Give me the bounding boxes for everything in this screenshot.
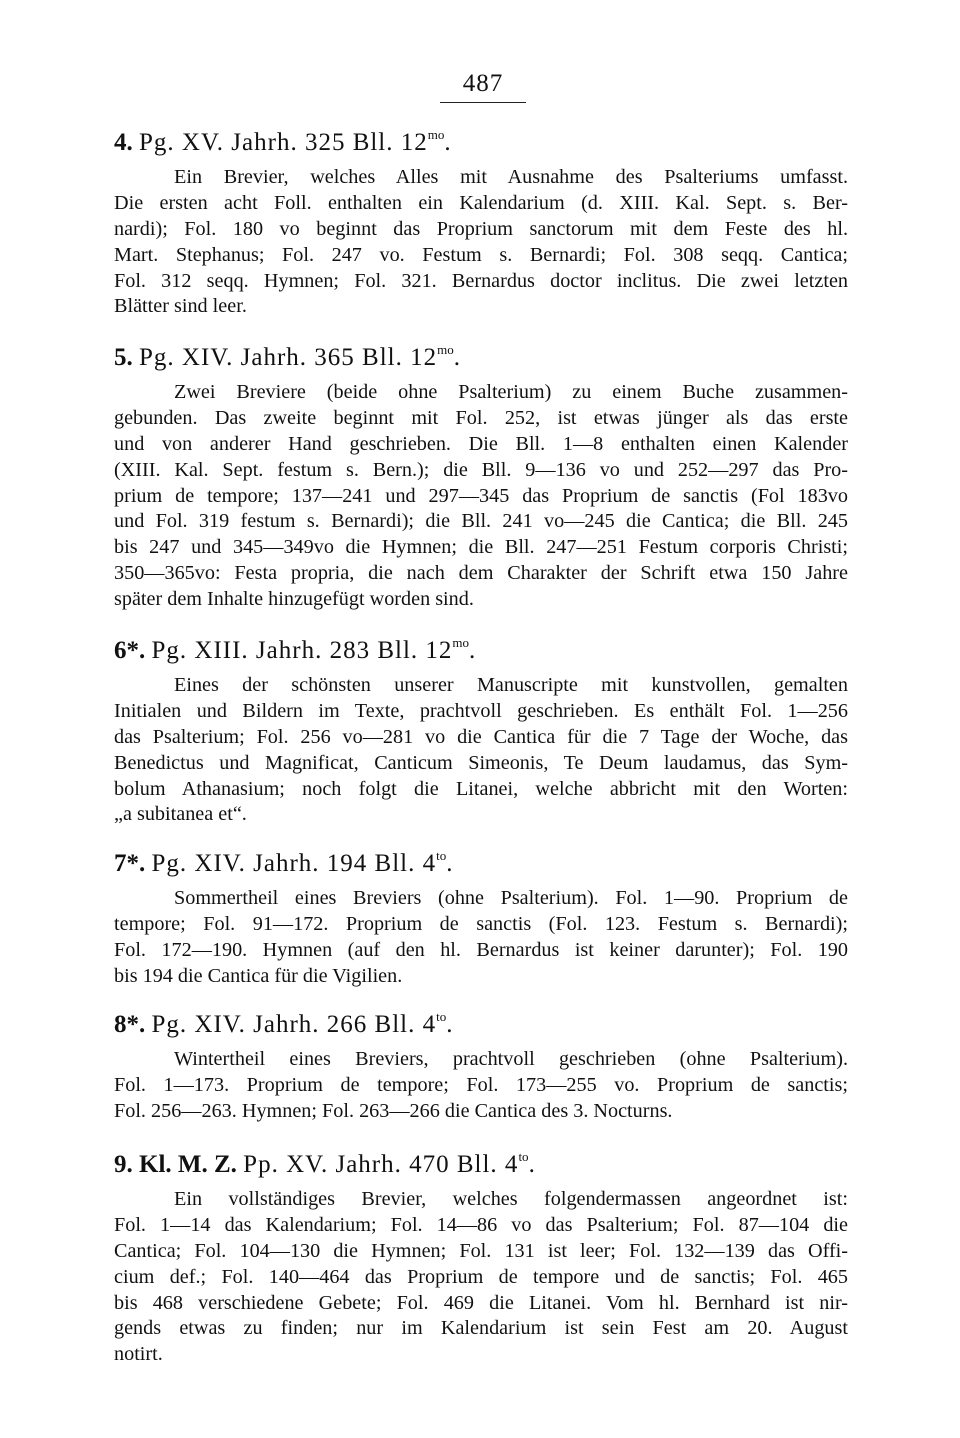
heading-period: . [446, 1011, 453, 1038]
heading-period: . [453, 344, 460, 371]
text-line: 350—365vo: Festa propria, die nach dem Charakter der Schrift etwa 150 Jahre [114, 562, 848, 585]
text-line: Fol. 256—263. Hymnen; Fol. 263—266 die Cantica des 3. Nocturns. [114, 1099, 673, 1122]
heading-period: . [469, 637, 476, 664]
entry-text [114, 886, 848, 990]
entry-text [114, 380, 848, 613]
text-line: notirt. [114, 1343, 163, 1366]
entry-heading [114, 846, 848, 882]
entry-number: 9. Kl. M. Z. [114, 1151, 237, 1178]
text-line: Fol. 1—173. Proprium de tempore; Fol. 173—255 vo. Proprium de sanctis; [114, 1073, 848, 1096]
text-line: gends etwas zu finden; nur im Kalendarium ist sein Fest am 20. August [114, 1317, 848, 1340]
entry-number: 8*. [114, 1011, 146, 1038]
text-line: „a subitanea et“. [114, 803, 247, 826]
text-line: Ein Brevier, welches Alles mit Ausnahme des Psalteriums umfasst. [174, 166, 848, 188]
text-line: bolum Athanasium; noch folgt die Litanei, welche abbricht mit den Worten: [114, 777, 848, 800]
format-superscript: to [436, 1009, 447, 1024]
text-line: Benedictus und Magnificat, Canticum Simeonis, Te Deum laudamus, das Sym- [114, 751, 848, 774]
text-line: Mart. Stephanus; Fol. 247 vo. Festum s. Bernardi; Fol. 308 seqq. Cantica; [114, 243, 848, 266]
text-line: Cantica; Fol. 104—130 die Hymnen; Fol. 131 ist leer; Fol. 132—139 das Offi- [114, 1239, 848, 1262]
text-line: Sommertheil eines Breviers (ohne Psalterium). Fol. 1—90. Proprium de [174, 887, 848, 909]
entry-description: Pg. XIV. Jahrh. 365 Bll. 12 [139, 344, 438, 371]
format-superscript: mo [437, 342, 454, 357]
catalog-entry-9 [114, 1147, 848, 1368]
text-line: Initialen und Bildern im Texte, prachtvoll geschrieben. Es enthält Fol. 1—256 [114, 699, 848, 722]
catalog-entry-8 [114, 1007, 848, 1125]
catalog-entry-7 [114, 846, 848, 990]
entry-description: Pg. XIV. Jahrh. 194 Bll. 4 [151, 850, 437, 877]
text-line: bis 194 die Cantica für die Vigilien. [114, 964, 403, 987]
catalog-entry-5 [114, 340, 848, 613]
text-line: cium def.; Fol. 140—464 das Proprium de tempore und de sanctis; Fol. 465 [114, 1265, 848, 1288]
entry-description: Pg. XIII. Jahrh. 283 Bll. 12 [151, 637, 453, 664]
text-line: Eines der schönsten unserer Manuscripte mit kunstvollen, gemalten [174, 674, 848, 696]
entry-heading [114, 1147, 848, 1183]
entry-number: 7*. [114, 850, 146, 877]
text-line: prium de tempore; 137—241 und 297—345 das Proprium de sanctis (Fol 183vo [114, 484, 848, 507]
text-line: (XIII. Kal. Sept. festum s. Bern.); die Bll. 9—136 vo und 252—297 das Pro- [114, 458, 848, 481]
text-line: Fol. 1—14 das Kalendarium; Fol. 14—86 vo das Psalterium; Fol. 87—104 die [114, 1213, 848, 1236]
text-line: und Fol. 319 festum s. Bernardi); die Bll. 241 vo—245 die Cantica; die Bll. 245 [114, 510, 848, 533]
page-number-rule [440, 102, 526, 103]
format-superscript: mo [452, 635, 470, 650]
entry-heading [114, 1007, 848, 1043]
catalog-entry-6 [114, 633, 848, 828]
format-superscript: to [518, 1149, 529, 1164]
entry-heading [114, 125, 848, 161]
format-superscript: mo [427, 127, 445, 142]
text-line: später dem Inhalte hinzugefügt worden sind. [114, 588, 474, 611]
entry-description: Pp. XV. Jahrh. 470 Bll. 4 [243, 1151, 519, 1178]
entry-text [114, 1047, 848, 1125]
text-line: das Psalterium; Fol. 256 vo—281 vo die Cantica für die 7 Tage der Woche, das [114, 725, 848, 748]
text-line: Zwei Breviere (beide ohne Psalterium) zu einem Buche zusammen- [174, 381, 848, 403]
heading-period: . [444, 129, 451, 156]
heading-period: . [446, 850, 453, 877]
text-line: Fol. 312 seqq. Hymnen; Fol. 321. Bernardus doctor inclitus. Die zwei letzten [114, 269, 848, 292]
text-line: Blätter sind leer. [114, 295, 247, 318]
text-line: gebunden. Das zweite beginnt mit Fol. 252, ist etwas jünger als das erste [114, 406, 848, 429]
entry-text [114, 165, 848, 320]
entry-description: Pg. XV. Jahrh. 325 Bll. 12 [139, 129, 428, 156]
page-number: 487 [462, 70, 504, 97]
text-line: Ein vollständiges Brevier, welches folgendermassen angeordnet ist: [174, 1188, 848, 1210]
text-line: Die ersten acht Foll. enthalten ein Kalendarium (d. XIII. Kal. Sept. s. Ber- [114, 191, 848, 214]
entry-text [114, 673, 848, 828]
heading-period: . [528, 1151, 535, 1178]
entry-heading [114, 633, 848, 669]
entry-number: 4. [114, 129, 133, 156]
text-line: Wintertheil eines Breviers, prachtvoll geschrieben (ohne Psalterium). [174, 1048, 848, 1070]
entry-number: 5. [114, 344, 133, 371]
text-line: bis 468 verschiedene Gebete; Fol. 469 die Litanei. Vom hl. Bernhard ist nir- [114, 1291, 848, 1314]
entry-heading [114, 340, 848, 376]
format-superscript: to [436, 848, 447, 863]
entry-text [114, 1187, 848, 1368]
text-line: nardi); Fol. 180 vo beginnt das Proprium sanctorum mit dem Feste des hl. [114, 217, 848, 240]
catalog-entry-4 [114, 125, 848, 320]
entry-description: Pg. XIV. Jahrh. 266 Bll. 4 [151, 1011, 437, 1038]
text-line: Fol. 172—190. Hymnen (auf den hl. Bernardus ist keiner darunter); Fol. 190 [114, 938, 848, 961]
text-line: tempore; Fol. 91—172. Proprium de sanctis (Fol. 123. Festum s. Bernardi); [114, 912, 848, 935]
entry-number: 6*. [114, 637, 146, 664]
text-line: und von anderer Hand geschrieben. Die Bll. 1—8 enthalten einen Kalender [114, 432, 848, 455]
text-line: bis 247 und 345—349vo die Hymnen; die Bll. 247—251 Festum corporis Christi; [114, 536, 848, 559]
